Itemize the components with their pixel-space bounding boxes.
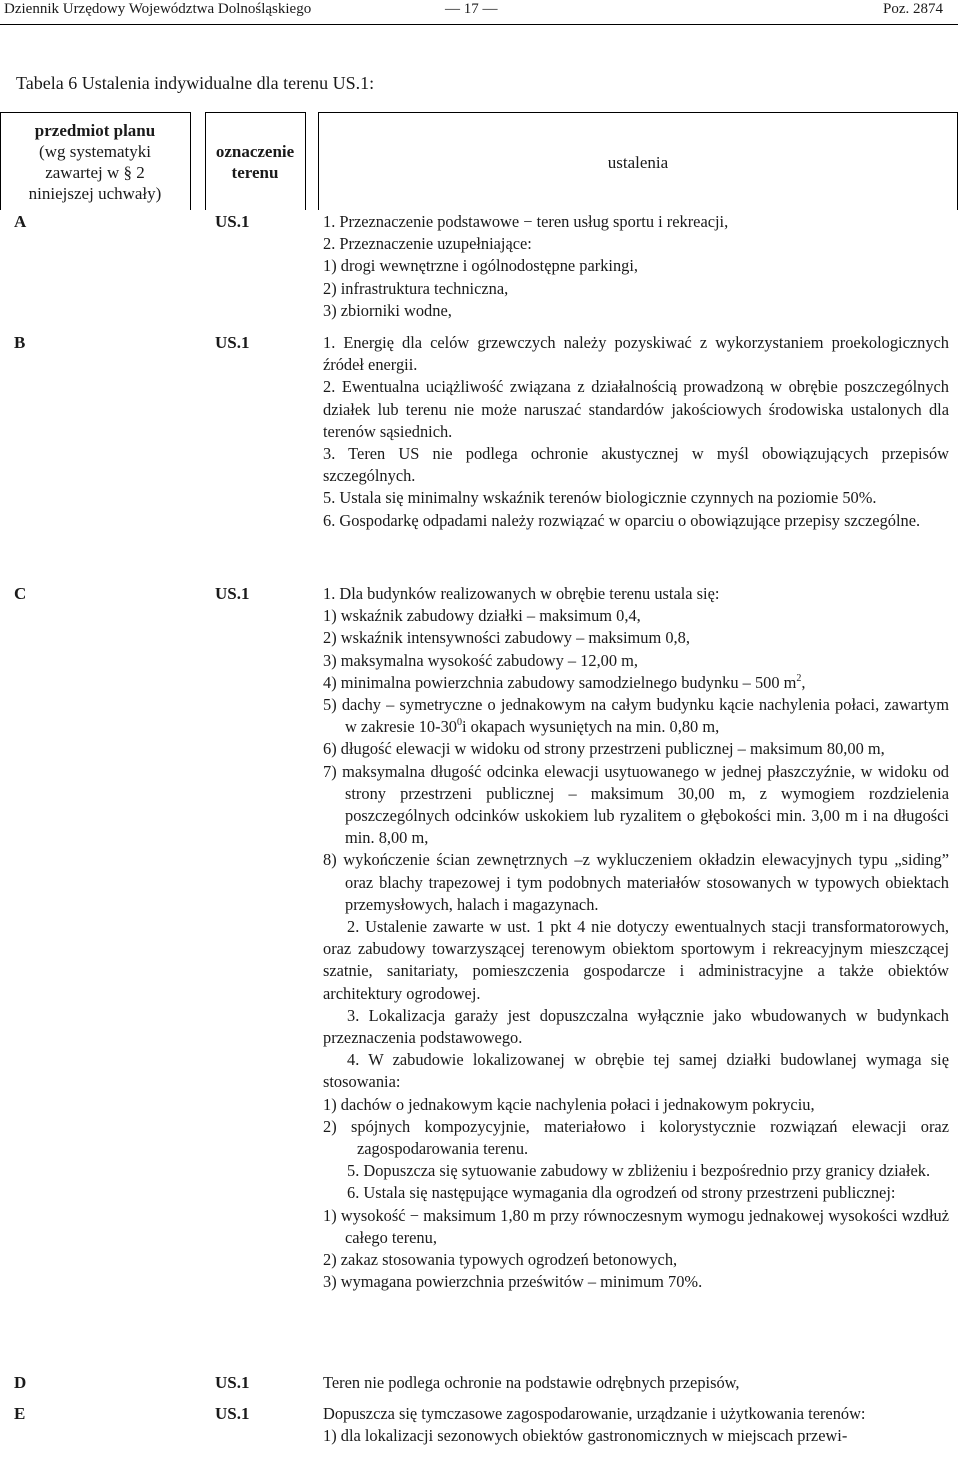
row-code: US.1 [215, 584, 250, 603]
row-rules: Dopuszcza się tymczasowe zagospodarowanie, urządzanie i użytkowania terenów: 1) dla lokalizacji sezonowych obiektów gastronomicznych w miejscach przewi- [323, 1404, 866, 1446]
header-top-border [318, 112, 958, 113]
row-rules: 1. Przeznaczenie podstawowe − teren usług sportu i rekreacji, 2. Przeznaczenie uzupełniające: 1) drogi wewnętrzne i ogólnodostępne parkingi, 2) infrastruktura techniczna, 3) zbiorniki wodne, [323, 212, 729, 320]
table-title: Tabela 6 Ustalenia indywidualne dla terenu US.1: [16, 73, 375, 93]
header-left-border [0, 112, 1, 210]
header-top-border [205, 112, 305, 113]
page-header [0, 0, 960, 22]
row-code: US.1 [215, 1404, 250, 1423]
row-code: US.1 [215, 1373, 250, 1392]
row-code: US.1 [215, 333, 250, 352]
row-rules: 1. Energię dla celów grzewczych należy pozyskiwać z wykorzystaniem proekologicznych źródeł energii. 2. Ewentualna uciążliwość związana z działalnością prowadzoną w obrębie poszczególnych działek lub terenu nie może naruszać standardów jakościowych środowiska ustalonych dla terenów sąsiednich. 3. Teren US nie podlega ochronie akustycznej w myśl obowiązujących przepisów szczególnych. 5. Ustala się minimalny wskaźnik terenów biologicznie czynnych na poziomie 50%. 6. Gospodarkę odpadami należy rozwiązać w oparciu o obowiązujące przepisy szczególne. [323, 333, 949, 530]
row-subject: B [14, 333, 26, 352]
header-top-border [0, 112, 190, 113]
position-number: Poz. 2874 [883, 1, 943, 17]
row-rules: 1. Dla budynków realizowanych w obrębie terenu ustala się: 1) wskaźnik zabudowy działki – maksimum 0,4, 2) wskaźnik intensywności zabudowy – maksimum 0,8, 3) maksymalna wysokość zabudowy – 12,00 m, 4) minimalna powierzchnia zabudowy samodzielnego budynku – 500 $m^2$, 5) dachy – symetryczne o jednakowym na całym budynku kącie nachylenia połaci, zawartym w zakresie $10-30^0i$ okapach wysuniętych na min. 0,80 m, 6) długość elewacji w widoku od strony przestrzeni publicznej – maksimum 80,00 m, 7) maksymalna długość odcinka elewacji usytuowanego w jednej płaszczyźnie, w widoku od strony przestrzeni publicznej – maksimum 30,00 m, z wymogiem rozdzielenia poszczególnych odcinków uskokiem lub ryzalitem o głębokości min. 3,00 m i na długości min. 8,00 m, 8) wykończenie ścian zewnętrznych –z wykluczeniem okładzin elewacyjnych typu „siding” oraz blachy trapezowej i tym podobnych materiałów stosowanych w typowych obiektach przemysłowych, halach i magazynach. 2. Ustalenie zawarte w ust. 1 pkt 4 nie dotyczy ewentualnych stacji transformatorowych, oraz zabudowy towarzyszącej terenowym obiektom sportowym i rekreacyjnym mieszczącej szatnie, sanitariaty, pomieszczenia gospodarcze i administracyjne a także obiektów architektury ogrodowej. 3. Lokalizacja garaży jest dopuszczalna wyłącznie jako wbudowanych w budynkach przeznaczenia podstawowego. 4. W zabudowie lokalizowanej w obrębie tej samej działki budowlanej wymaga się stosowania: 1) dachów o jednakowym kącie nachylenia połaci i jednakowym pokryciu, 2) spójnych kompozycyjnie, materiałowo i kolorystycznie rozwiązań elewacji oraz zagospodarowania terenu. 5. Dopuszcza się sytuowanie zabudowy w zbliżeniu i bezpośrednio przy granicy działek. 6. Ustala się następujące wymagania dla ogrodzeń od strony przestrzeni publicznej: 1) wysokość − maksimum 1,80 m przy równoczesnym wymogu jednakowej wysokości wzdłuż całego terenu, 2) zakaz stosowania typowych ogrodzeń betonowych, 3) wymagana powierzchnia prześwitów – minimum 70%. [323, 584, 949, 1292]
row-code: US.1 [215, 212, 250, 231]
row-subject: C [14, 584, 27, 603]
header-divider-3 [305, 112, 306, 210]
col-header-code: oznaczenie terenu [215, 142, 295, 182]
page-number: — 17 — [445, 1, 498, 17]
row-subject: E [14, 1404, 26, 1423]
header-divider-1 [190, 112, 191, 210]
row-subject: A [14, 212, 27, 231]
row-rules: Teren nie podlega ochronie na podstawie odrębnych przepisów, [323, 1373, 740, 1392]
col-header-rules: ustalenia [607, 153, 669, 172]
header-divider [0, 24, 958, 25]
publication-name: Dziennik Urzędowy Województwa Dolnośląskiego [4, 1, 312, 17]
row-subject: D [14, 1373, 27, 1392]
col-header-subject: przedmiot planu (wg systematyki zawartej w § 2 niniejszej uchwały) [28, 121, 162, 203]
